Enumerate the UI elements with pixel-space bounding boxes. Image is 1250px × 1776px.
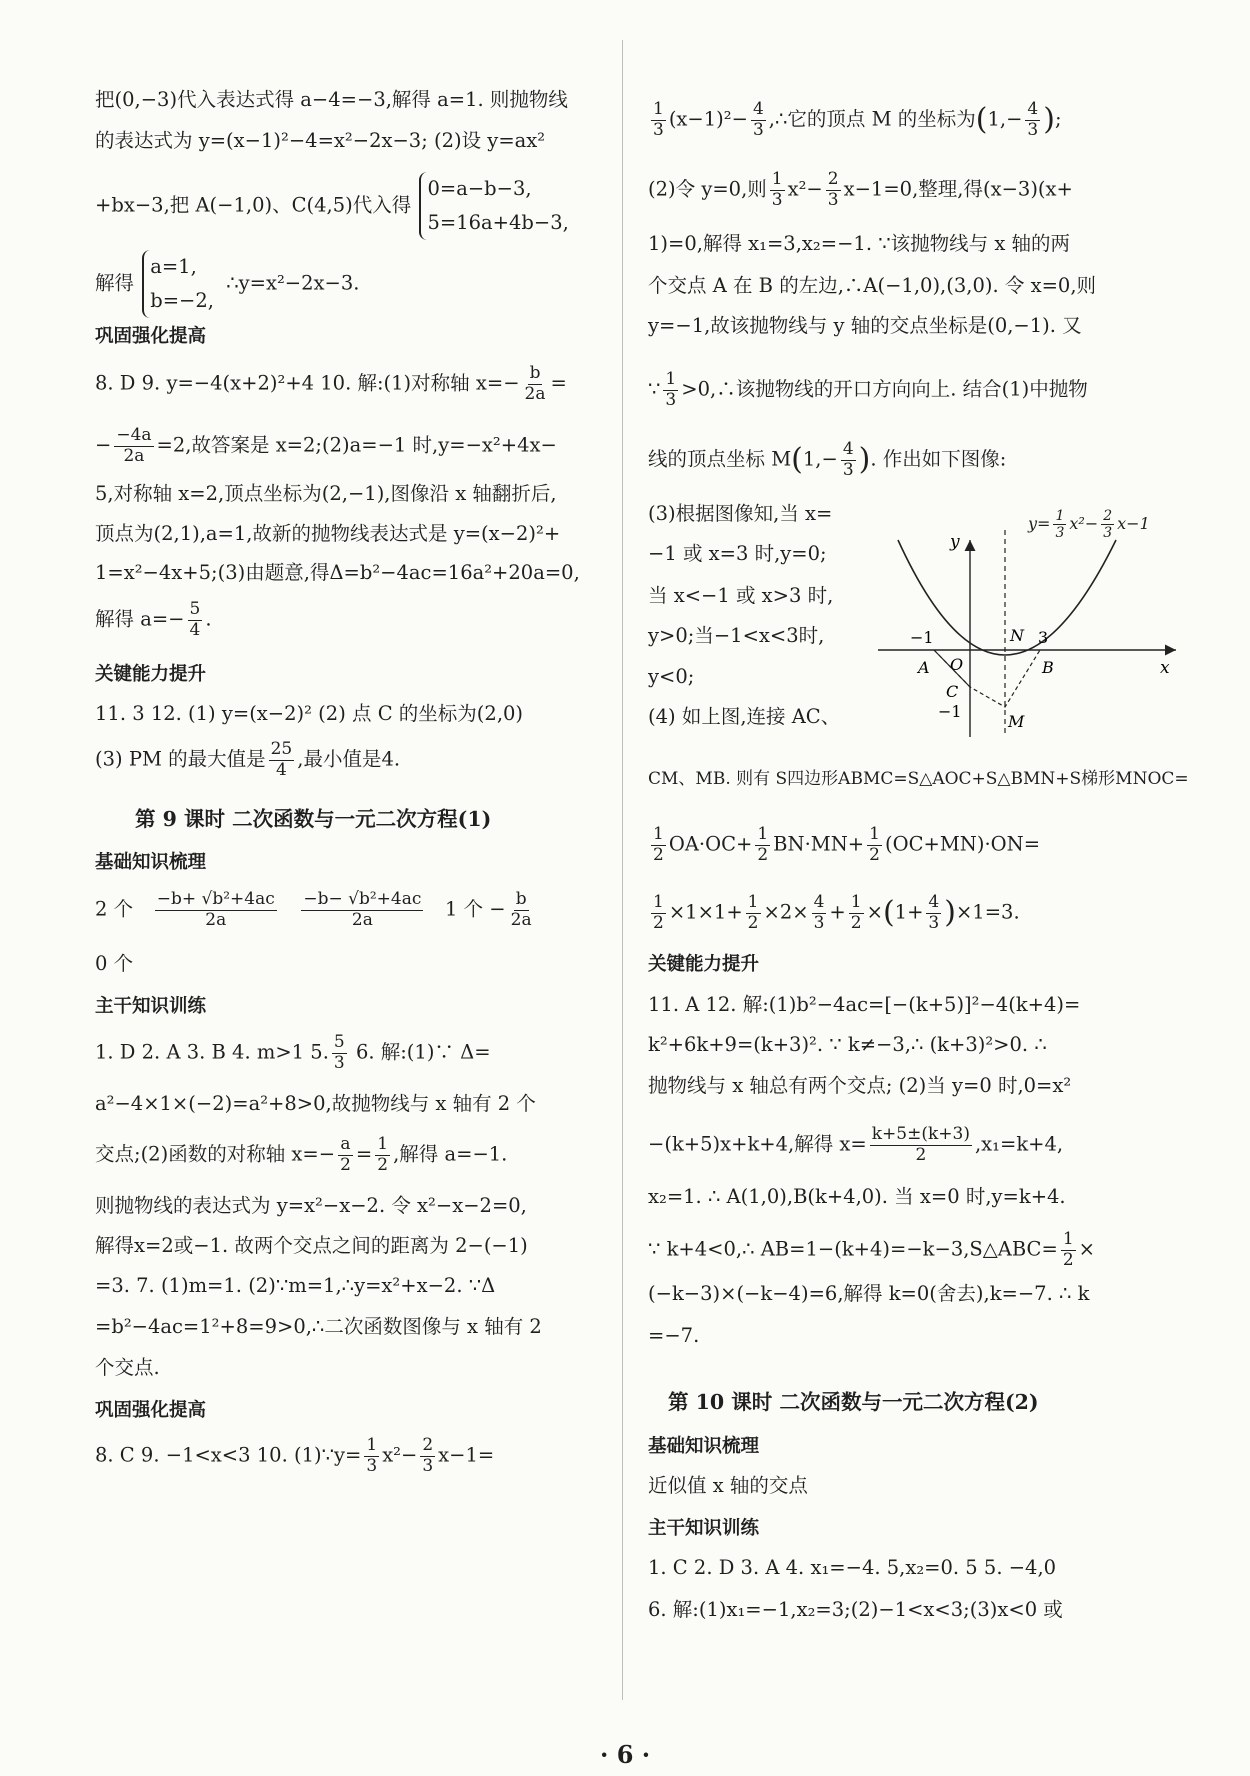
- text-line: 1. D 2. A 3. B 4. m>1 5. $\frac{5}{3}$ 6. 解:(1)∵ Δ=: [95, 1032, 491, 1073]
- text-line: (3)根据图像知,当 x=: [648, 502, 833, 525]
- text-line: 解得 a=− $\frac{5}{4}$ .: [95, 599, 212, 640]
- text-line: 则抛物线的表达式为 y=x²−x−2. 令 x²−x−2=0,: [95, 1194, 527, 1217]
- graph-equation: y= $\frac{1}{3}$ x²− $\frac{2}{3}$ x−1: [1028, 508, 1150, 542]
- label-N: N: [1010, 626, 1024, 645]
- label-M: M: [1008, 712, 1025, 731]
- label-3: 3: [1038, 628, 1049, 647]
- text-line: −1 或 x=3 时,y=0;: [648, 542, 827, 565]
- text-line: 线的顶点坐标 M(1,− $\frac{4}{3}$ ). 作出如下图像:: [648, 439, 1007, 480]
- section-heading: 基础知识梳理: [648, 1436, 760, 1457]
- text-line: CM、MB. 则有 S四边形ABMC=S△AOC+S△BMN+S梯形MNOC=: [648, 769, 1189, 789]
- page-number: · 6 ·: [600, 1740, 651, 1769]
- text-line: 把(0,−3)代入表达式得 a−4=−3,解得 a=1. 则抛物线: [95, 88, 568, 111]
- section-heading: 关键能力提升: [648, 954, 760, 975]
- lesson-title: 第 9 课时 二次函数与一元二次方程(1): [135, 807, 492, 831]
- section-heading: 主干知识训练: [648, 1518, 760, 1539]
- text-line: 11. A 12. 解:(1)b²−4ac=[−(k+5)]²−4(k+4)=: [648, 993, 1081, 1016]
- text-line: 解得x=2或−1. 故两个交点之间的距离为 2−(−1): [95, 1234, 528, 1257]
- text-line: y>0;当−1<x<3时,: [648, 624, 825, 647]
- text-line: 个交点.: [95, 1356, 160, 1379]
- text-line: 个交点 A 在 B 的左边,∴A(−1,0),(3,0). 令 x=0,则: [648, 274, 1097, 297]
- text-line: +bx−3,把 A(−1,0)、C(4,5)代入得 0=a−b−3, 5=16a+4b−3,: [95, 172, 575, 240]
- lesson-title: 第 10 课时 二次函数与一元二次方程(2): [668, 1390, 1039, 1414]
- text-line: (4) 如上图,连接 AC、: [648, 705, 841, 728]
- text-line: 0 个: [95, 952, 134, 975]
- text-line: =−7.: [648, 1324, 700, 1347]
- text-line: =b²−4ac=1²+8=9>0,∴二次函数图像与 x 轴有 2: [95, 1315, 542, 1338]
- label-x: x: [1160, 658, 1170, 678]
- section-heading: 主干知识训练: [95, 996, 207, 1017]
- text-line: k²+6k+9=(k+3)². ∵ k≠−3,∴ (k+3)²>0. ∴: [648, 1033, 1047, 1056]
- text-line: 1=x²−4x+5;(3)由题意,得Δ=b²−4ac=16a²+20a=0,: [95, 561, 580, 584]
- text-line: 6. 解:(1)x₁=−1,x₂=3;(2)−1<x<3;(3)x<0 或: [648, 1598, 1063, 1621]
- section-heading: 基础知识梳理: [95, 852, 207, 873]
- text-line: 交点;(2)函数的对称轴 x=− $\frac{a}{2}$ = $\frac{1}{2}$ ,解得 a=−1.: [95, 1134, 508, 1175]
- text-line: −(k+5)x+k+4,解得 x= $\frac{k+5\pm(k+3)}{2}$ ,x₁=k+4,: [648, 1124, 1064, 1165]
- label-B: B: [1042, 658, 1054, 677]
- text-line: 解得 a=1, b=−2, ∴y=x²−2x−3.: [95, 250, 359, 318]
- text-line: 抛物线与 x 轴总有两个交点; (2)当 y=0 时,0=x²: [648, 1074, 1072, 1097]
- text-line: 8. C 9. −1<x<3 10. (1)∵y= $\frac{1}{3}$ x²− $\frac{2}{3}$ x−1=: [95, 1435, 495, 1476]
- label-y: y: [950, 532, 960, 552]
- text-line: (2)令 y=0,则 $\frac{1}{3}$ x²− $\frac{2}{3}$ x−1=0,整理,得(x−3)(x+: [648, 169, 1073, 210]
- text-line: y<0;: [648, 665, 695, 688]
- section-heading: 关键能力提升: [95, 664, 207, 685]
- text-line: a²−4×1×(−2)=a²+8>0,故抛物线与 x 轴有 2 个: [95, 1092, 536, 1115]
- equation-system: a=1, b=−2,: [142, 250, 220, 318]
- text-line: x₂=1. ∴ A(1,0),B(k+4,0). 当 x=0 时,y=k+4.: [648, 1185, 1066, 1208]
- text-line: $\frac{1}{3}$ (x−1)²− $\frac{4}{3}$ ,∴它的顶点 M 的坐标为(1,− $\frac{4}{3}$ );: [653, 99, 1062, 140]
- label-minus1-y: −1: [938, 702, 962, 721]
- text-line: 8. D 9. y=−4(x+2)²+4 10. 解:(1)对称轴 x=− $\frac{b}{2a}$ =: [95, 363, 567, 404]
- text-line: y=−1,故该抛物线与 y 轴的交点坐标是(0,−1). 又: [648, 314, 1082, 337]
- text-line: 1. C 2. D 3. A 4. x₁=−4. 5,x₂=0. 5 5. −4,0: [648, 1556, 1057, 1579]
- text-line: $\frac{1}{2}$ OA·OC+ $\frac{1}{2}$ BN·MN+ $\frac{1}{2}$ (OC+MN)·ON=: [653, 824, 1041, 865]
- label-minus1-x: −1: [910, 628, 934, 647]
- text-line: 2 个 $\frac{\text{−b+ √b²+4ac}}{2a}$ $\frac{\text{−b− √b²+4ac}}{2a}$ 1 个 − $\frac{b}{2a}$: [95, 889, 532, 930]
- label-A: A: [918, 658, 930, 677]
- text-line: 11. 3 12. (1) y=(x−2)² (2) 点 C 的坐标为(2,0): [95, 702, 524, 725]
- text-line: (−k−3)×(−k−4)=6,解得 k=0(舍去),k=−7. ∴ k: [648, 1282, 1090, 1305]
- text-line: 5,对称轴 x=2,顶点坐标为(2,−1),图像沿 x 轴翻折后,: [95, 482, 557, 505]
- text-line: (3) PM 的最大值是 $\frac{25}{4}$ ,最小值是4.: [95, 739, 401, 780]
- text-line: $\frac{1}{2}$ ×1×1+ $\frac{1}{2}$ ×2× $\frac{4}{3}$ + $\frac{1}{2}$ ×(1+ $\frac{4}{3}$ )×1=3.: [653, 892, 1020, 933]
- text-line: 1)=0,解得 x₁=3,x₂=−1. ∵该抛物线与 x 轴的两: [648, 232, 1071, 255]
- label-O: O: [950, 655, 964, 674]
- text-line: 顶点为(2,1),a=1,故新的抛物线表达式是 y=(x−2)²+: [95, 522, 561, 545]
- text-line: 的表达式为 y=(x−1)²−4=x²−2x−3; (2)设 y=ax²: [95, 129, 546, 152]
- label-C: C: [946, 682, 959, 701]
- text-line: ∵ $\frac{1}{3}$ >0,∴该抛物线的开口方向向上. 结合(1)中抛物: [648, 369, 1088, 410]
- section-heading: 巩固强化提高: [95, 326, 207, 347]
- text-line: ∵ k+4<0,∴ AB=1−(k+4)=−k−3,S△ABC= $\frac{1}{2}$ ×: [648, 1229, 1095, 1270]
- equation-system: 0=a−b−3, 5=16a+4b−3,: [419, 172, 574, 240]
- text-line: 当 x<−1 或 x>3 时,: [648, 584, 834, 607]
- section-heading: 巩固强化提高: [95, 1400, 207, 1421]
- text-line: =3. 7. (1)m=1. (2)∵m=1,∴y=x²+x−2. ∵Δ: [95, 1274, 496, 1297]
- text-line: − $\frac{-4a}{2a}$ =2,故答案是 x=2;(2)a=−1 时,y=−x²+4x−: [95, 425, 557, 466]
- column-divider: [622, 40, 623, 1700]
- text-line: 近似值 x 轴的交点: [648, 1474, 808, 1497]
